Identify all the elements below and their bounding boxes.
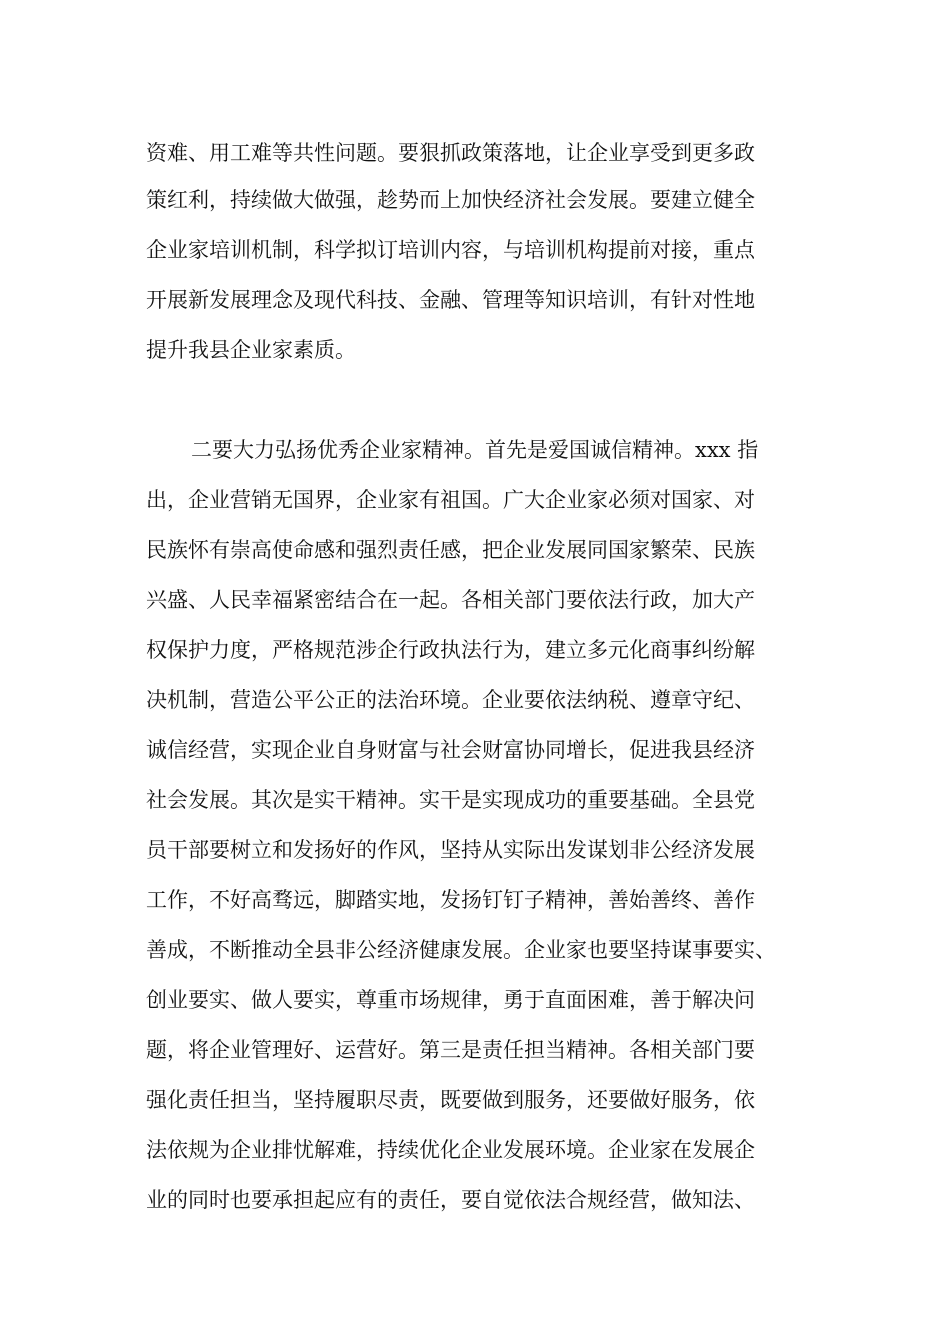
paragraph-2-line-14: 强化责任担当，坚持履职尽责，既要做到服务，还要做好服务，依 xyxy=(146,1088,755,1112)
paragraph-2-line-6: 决机制，营造公平公正的法治环境。企业要依法纳税、遵章守纪、 xyxy=(146,688,755,712)
paragraph-2-line-12: 创业要实、做人要实，尊重市场规律，勇于直面困难，善于解决问 xyxy=(146,988,755,1012)
paragraph-1-line-4: 开展新发展理念及现代科技、金融、管理等知识培训，有针对性地 xyxy=(146,288,755,312)
paragraph-2-line-8: 社会发展。其次是实干精神。实干是实现成功的重要基础。全县党 xyxy=(146,788,755,812)
paragraph-2-line-13: 题，将企业管理好、运营好。第三是责任担当精神。各相关部门要 xyxy=(146,1038,755,1062)
paragraph-2-line-4: 兴盛、人民幸福紧密结合在一起。各相关部门要依法行政，加大产 xyxy=(146,588,755,612)
paragraph-2-line-9: 员干部要树立和发扬好的作风，坚持从实际出发谋划非公经济发展 xyxy=(146,838,755,862)
paragraph-1-line-3: 企业家培训机制，科学拟订培训内容，与培训机构提前对接，重点 xyxy=(146,238,755,262)
paragraph-2-line-15: 法依规为企业排忧解难，持续优化企业发展环境。企业家在发展企 xyxy=(146,1138,755,1162)
paragraph-2-line-2: 出，企业营销无国界，企业家有祖国。广大企业家必须对国家、对 xyxy=(146,488,755,512)
paragraph-2-line-10: 工作，不好高骛远，脚踏实地，发扬钉钉子精神，善始善终、善作 xyxy=(146,888,755,912)
paragraph-2-line-3: 民族怀有崇高使命感和强烈责任感，把企业发展同国家繁荣、民族 xyxy=(146,538,755,562)
paragraph-2-line-1: 二要大力弘扬优秀企业家精神。首先是爱国诚信精神。xxx 指 xyxy=(191,438,759,462)
paragraph-2-line-7: 诚信经营，实现企业自身财富与社会财富协同增长，促进我县经济 xyxy=(146,738,755,762)
paragraph-2-line-5: 权保护力度，严格规范涉企行政执法行为，建立多元化商事纠纷解 xyxy=(146,638,755,662)
paragraph-2-line-16: 业的同时也要承担起应有的责任，要自觉依法合规经营，做知法、 xyxy=(146,1188,755,1212)
paragraph-2-line-11: 善成，不断推动全县非公经济健康发展。企业家也要坚持谋事要实、 xyxy=(146,938,776,962)
paragraph-1-line-5: 提升我县企业家素质。 xyxy=(146,338,356,362)
paragraph-1-line-2: 策红利，持续做大做强，趁势而上加快经济社会发展。要建立健全 xyxy=(146,188,755,212)
paragraph-1-line-1: 资难、用工难等共性问题。要狠抓政策落地，让企业享受到更多政 xyxy=(146,141,755,165)
